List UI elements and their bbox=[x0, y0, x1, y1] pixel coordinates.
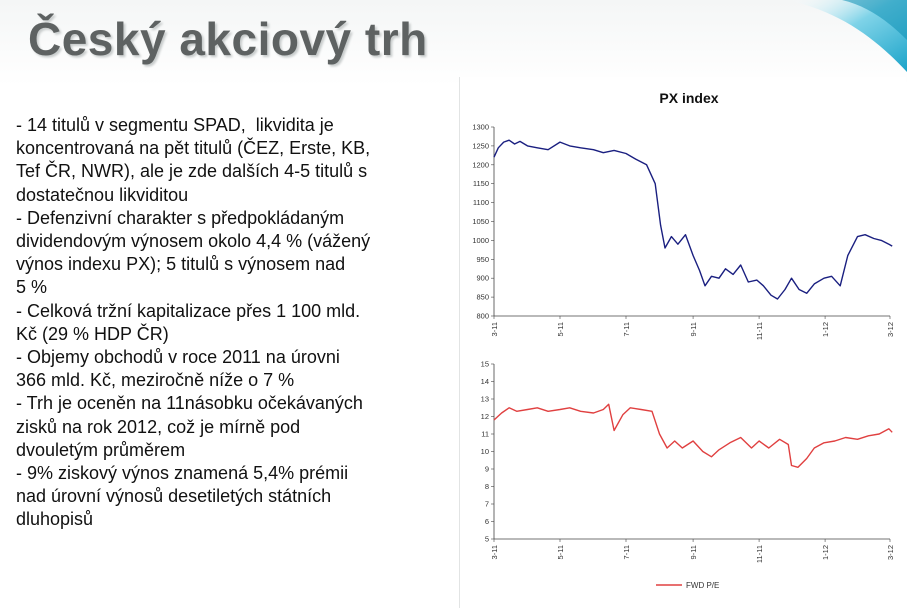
px-y-tick-label: 1200 bbox=[472, 160, 489, 170]
px-chart-title: PX index bbox=[659, 90, 719, 106]
pe-y-tick-label: 12 bbox=[480, 412, 489, 421]
px-index-chart bbox=[460, 77, 906, 608]
px-x-tick-label: 9-11 bbox=[689, 322, 699, 337]
pe-y-tick-label: 10 bbox=[480, 447, 489, 456]
px-series-line bbox=[494, 140, 892, 299]
px-y-tick-label: 1150 bbox=[472, 179, 489, 189]
pe-y-tick-label: 15 bbox=[480, 359, 489, 369]
charts-panel bbox=[459, 77, 906, 608]
px-x-tick-label: 11-11 bbox=[755, 322, 765, 341]
pe-y-tick-label: 13 bbox=[480, 394, 489, 404]
pe-y-tick-label: 6 bbox=[484, 517, 489, 526]
pe-plot-area bbox=[481, 360, 895, 564]
pe-x-tick-label: 3-11 bbox=[490, 545, 499, 560]
bullet-item: - 9% ziskový výnos znamená 5,4% prémii nad úrovní výnosů desetiletých státních dluhopisů bbox=[16, 463, 349, 530]
px-y-tick-label: 850 bbox=[476, 292, 489, 302]
legend-label: FWD P/E bbox=[686, 581, 720, 590]
pe-y-tick-label: 9 bbox=[484, 464, 489, 474]
pe-x-tick-label: 1-12 bbox=[821, 545, 831, 561]
px-x-tick-label: 5-11 bbox=[556, 322, 565, 337]
pe-x-tick-label: 9-11 bbox=[689, 545, 699, 560]
px-y-tick-label: 1000 bbox=[472, 235, 489, 245]
px-y-tick-label: 900 bbox=[476, 273, 489, 283]
pe-x-tick-label: 5-11 bbox=[556, 545, 565, 560]
px-x-tick-label: 7-11 bbox=[622, 322, 631, 337]
px-x-tick-label: 3-12 bbox=[886, 322, 895, 338]
px-y-tick-label: 1300 bbox=[472, 122, 489, 132]
chart-legend bbox=[656, 581, 719, 590]
pe-y-tick-label: 7 bbox=[484, 499, 489, 509]
bullet-item: - Trh je oceněn na 11násobku očekávaných zisků na rok 2012, což je mírně pod dvouletým průměrem bbox=[16, 393, 363, 460]
px-y-tick-label: 1250 bbox=[472, 141, 489, 151]
bullet-item: - Objemy obchodů v roce 2011 na úrovni 366 mld. Kč, meziročně níže o 7 % bbox=[16, 347, 340, 391]
bullet-item: - Defenzivní charakter s předpokládaným dividendovým výnosem okolo 4,4 % (vážený výnos indexu PX); 5 titulů s výnosem nad 5 % bbox=[16, 207, 371, 298]
px-y-tick-label: 950 bbox=[476, 254, 489, 264]
pe-y-tick-label: 11 bbox=[481, 429, 489, 439]
pe-x-tick-label: 7-11 bbox=[622, 545, 631, 560]
px-x-tick-label: 1-12 bbox=[821, 322, 831, 338]
px-y-tick-label: 1100 bbox=[472, 198, 489, 208]
bullet-list bbox=[16, 114, 436, 532]
pe-y-tick-label: 14 bbox=[480, 377, 489, 386]
corner-decoration bbox=[747, 0, 907, 80]
px-x-tick-label: 3-11 bbox=[490, 322, 499, 337]
pe-x-tick-label: 11-11 bbox=[755, 545, 765, 564]
slide-title: Český akciový trh bbox=[28, 13, 428, 65]
pe-x-tick-label: 3-12 bbox=[886, 545, 895, 561]
px-y-tick-label: 1050 bbox=[472, 217, 489, 226]
pe-y-tick-label: 5 bbox=[484, 534, 489, 544]
bullet-item: - Celková tržní kapitalizace přes 1 100 mld. Kč (29 % HDP ČR) bbox=[16, 300, 361, 344]
pe-y-tick-label: 8 bbox=[484, 482, 489, 491]
bullet-item: - 14 titulů v segmentu SPAD, likvidita je koncentrovaná na pět titulů (ČEZ, Erste, KB, Tef ČR, NWR), ale je zde dalších 4-5 titulů s dostatečnou likviditou bbox=[16, 115, 371, 205]
px-plot-area bbox=[472, 123, 895, 341]
px-y-tick-label: 800 bbox=[476, 311, 489, 321]
pe-series-line bbox=[494, 404, 892, 467]
